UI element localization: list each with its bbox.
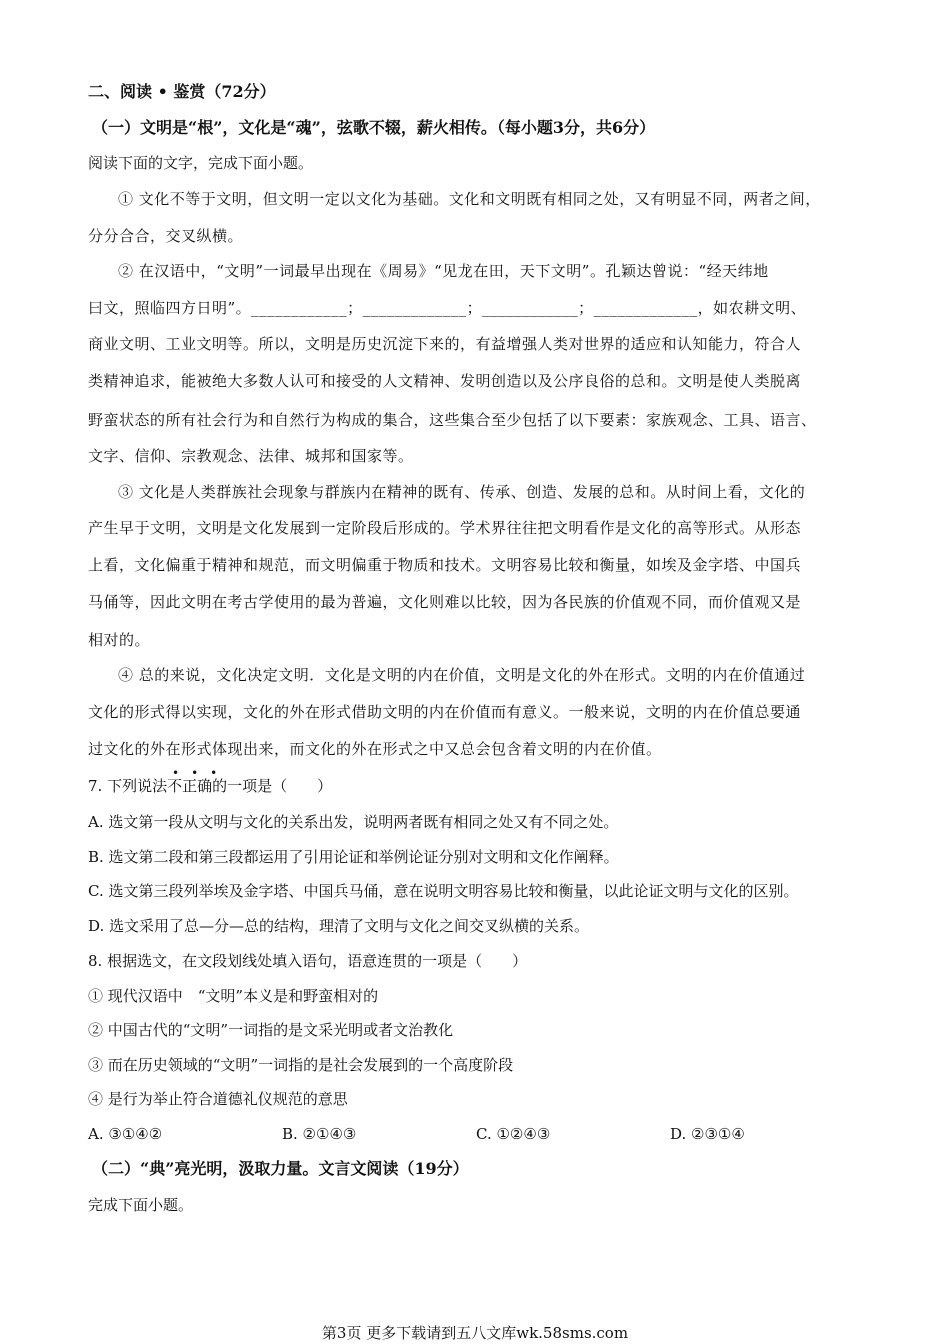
q7-option-c: C. 选文第三段列举埃及金字塔、中国兵马俑，意在说明文明容易比较和衡量，以此论证文明与文化的区别。	[88, 882, 799, 900]
passage-p4-line: 过文化的外在形式体现出来，而文化的外在形式之中又总会包含着文明的内在价值。	[88, 740, 662, 758]
passage-p2-line: ② 在汉语中，“文明”一词最早出现在《周易》“见龙在田，天下文明”。孔颖达曾说：“经天纬地	[118, 262, 769, 280]
passage-p3-line: 上看，文化偏重于精神和规范，而文明偏重于物质和技术。文明容易比较和衡量，如埃及金字塔、中国兵	[88, 556, 802, 574]
passage-p3-line: ③ 文化是人类群族社会现象与群族内在精神的既有、传承、创造、发展的总和。从时间上看，文化的	[118, 483, 806, 501]
part2-title: （二）“典”亮光明，汲取力量。文言文阅读（19分）	[92, 1159, 469, 1178]
passage-p3-line: 相对的。	[88, 631, 151, 649]
q8-option-a: A. ③①④②	[88, 1125, 163, 1143]
passage-p2-line: 曰文，照临四方日明”。____________；_____________；____________；_____________，如农耕文明、	[88, 299, 807, 317]
q8-option-c: C. ①②④③	[476, 1125, 551, 1143]
passage-p1-line: ① 文化不等于文明，但文明一定以文化为基础。文化和文明既有相同之处，又有明显不同，两者之间，	[118, 190, 821, 208]
q7-option-b: B. 选文第二段和第三段都运用了引用论证和举例论证分别对文明和文化作阐释。	[88, 848, 619, 866]
q8-option-b: B. ②①④③	[282, 1125, 357, 1143]
q8-sentence-3: ③ 而在历史领域的“文明”一词指的是社会发展到的一个高度阶段	[88, 1056, 514, 1074]
passage-p3-line: 马俑等，因此文明在考古学使用的最为普遍，文化则难以比较，因为各民族的价值观不同，而价值观又是	[88, 593, 802, 611]
q8-sentence-4: ④ 是行为举止符合道德礼仪规范的意思	[88, 1090, 348, 1108]
passage-p2-line: 文字、信仰、宗教观念、法律、城邦和国家等。	[88, 447, 414, 465]
page-footer: 第3页 更多下载请到五八文库wk.58sms.com	[321, 1324, 629, 1342]
q7-option-a: A. 选文第一段从文明与文化的关系出发，说明两者既有相同之处又有不同之处。	[88, 813, 619, 831]
q7-option-d: D. 选文采用了总—分—总的结构，理清了文明与文化之间交叉纵横的关系。	[88, 917, 590, 935]
q7-stem: 7. 下列说法不正确的一项是（ ）	[88, 777, 333, 795]
part2-instruction: 完成下面小题。	[88, 1196, 194, 1214]
part1-title: （一）文明是“根”，文化是“魂”，弦歌不辍，薪火相传。（每小题3分，共6分）	[92, 118, 656, 137]
q8-sentence-1: ① 现代汉语中 “文明”本义是和野蛮相对的	[88, 987, 379, 1005]
q8-option-d: D. ②③①④	[670, 1125, 745, 1143]
passage-p1-line: 分分合合，交叉纵横。	[88, 227, 244, 245]
section-title: 二、阅读 • 鉴赏（72分）	[88, 82, 276, 101]
q8-sentence-2: ② 中国古代的“文明”一词指的是文采光明或者文治教化	[88, 1021, 454, 1039]
passage-p3-line: 产生早于文明，文明是文化发展到一定阶段后形成的。学术界往往把文明看作是文化的高等形式。从形态	[88, 519, 802, 537]
passage-p4-line: 文化的形式得以实现，文化的外在形式借助文明的内在价值而有意义。一般来说，文明的内在价值总要通	[88, 703, 802, 721]
passage-p2-line: 商业文明、工业文明等。所以，文明是历史沉淀下来的，有益增强人类对世界的适应和认知能力，符合人	[88, 335, 802, 353]
passage-p4-line: ④ 总的来说，文化决定文明．文化是文明的内在价值，文明是文化的外在形式。文明的内在价值通过	[118, 666, 806, 684]
passage-p2-line: 野蛮状态的所有社会行为和自然行为构成的集合，这些集合至少包括了以下要素：家族观念、工具、语言、	[88, 411, 817, 429]
emphasis-dots: •••	[172, 766, 230, 780]
part1-instruction: 阅读下面的文字，完成下面小题。	[88, 154, 314, 172]
passage-p2-line: 类精神追求，能被绝大多数人认可和接受的人文精神、发明创造以及公序良俗的总和。文明是使人类脱离	[88, 372, 802, 390]
q8-stem: 8. 根据选文，在文段划线处填入语句，语意连贯的一项是（ ）	[88, 952, 528, 970]
